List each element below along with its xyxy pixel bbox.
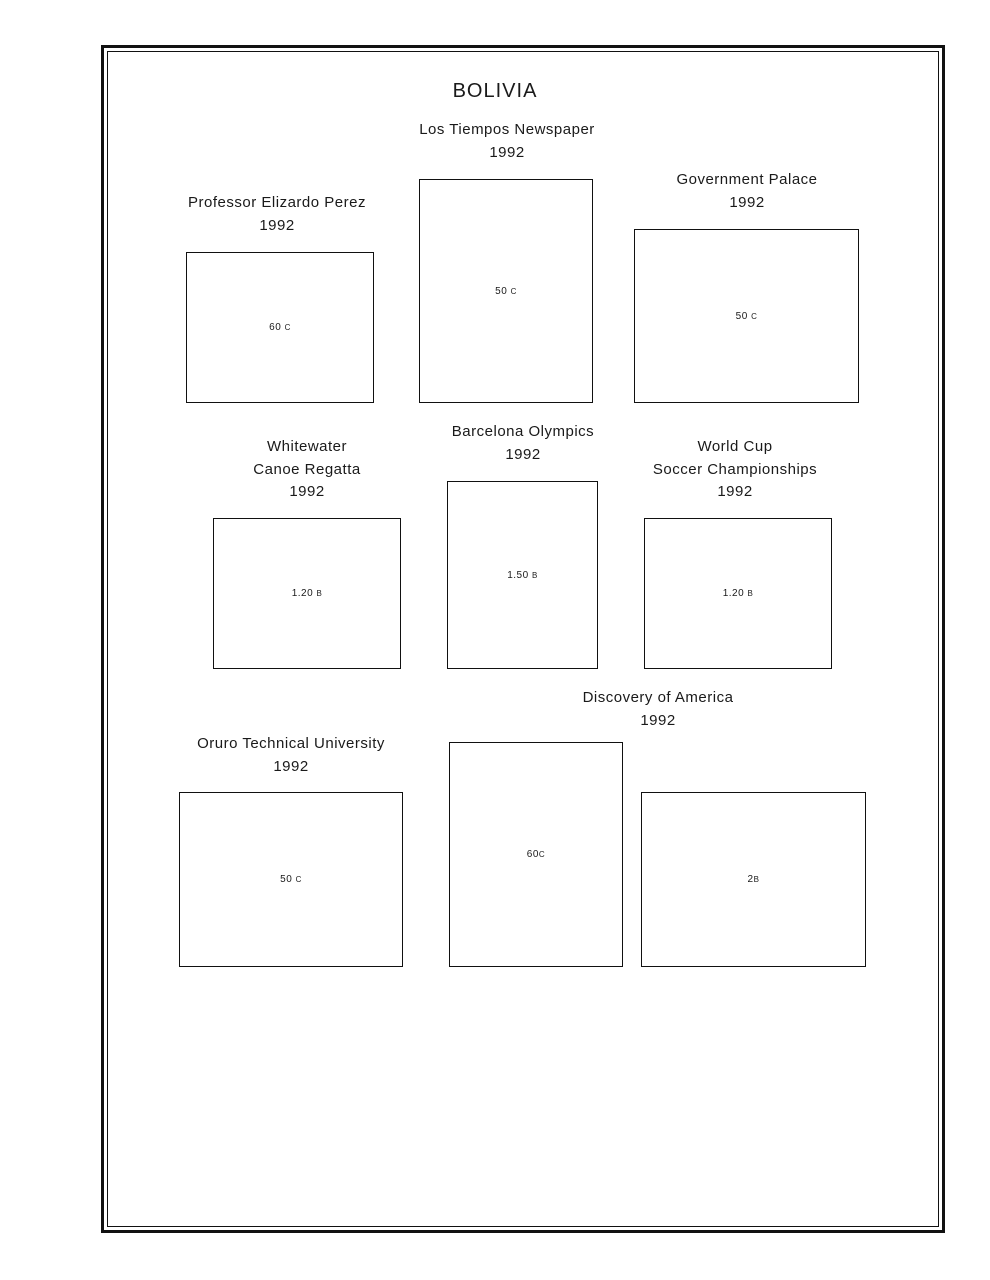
stamp-denomination: 50 C (280, 874, 302, 885)
stamp-denomination: 60C (526, 849, 546, 860)
stamp-mount-world-cup-soccer (644, 518, 832, 669)
stamp-denomination: 1.20 B (722, 588, 754, 599)
stamp-caption-los-tiempos-newspaper: Los Tiempos Newspaper 1992 (419, 121, 595, 161)
stamp-mount-discovery-of-america-60c (449, 742, 623, 967)
stamp-caption-whitewater-canoe-regatta: Whitewater Canoe Regatta 1992 (253, 438, 361, 500)
stamp-mount-professor-elizardo-perez (186, 252, 374, 403)
stamp-mount-los-tiempos-newspaper (419, 179, 593, 403)
stamp-caption-world-cup-soccer: World Cup Soccer Championships 1992 (652, 438, 818, 500)
stamp-caption-discovery-of-america: Discovery of America 1992 (582, 689, 734, 729)
stamp-denomination: 50 C (735, 310, 758, 322)
page-title: BOLIVIA (452, 80, 538, 102)
stamp-denomination: 2B (747, 874, 760, 885)
stamp-caption-barcelona-olympics: Barcelona Olympics 1992 (451, 423, 595, 463)
stamp-mount-whitewater-canoe-regatta (213, 518, 401, 669)
stamp-mount-discovery-of-america-2b (641, 792, 866, 967)
stamp-caption-professor-elizardo-perez: Professor Elizardo Perez 1992 (188, 194, 366, 234)
stamp-caption-oruro-technical-university: Oruro Technical University 1992 (197, 735, 385, 775)
stamp-denomination: 1.50 B (507, 569, 538, 581)
stamp-denomination: 1.20 B (291, 588, 323, 599)
stamp-denomination: 50 C (495, 285, 517, 297)
stamp-mount-government-palace (634, 229, 859, 403)
stamp-mount-oruro-technical-university (179, 792, 403, 967)
stamp-denomination: 60 C (269, 322, 291, 333)
stamp-caption-government-palace: Government Palace 1992 (676, 171, 818, 211)
stamp-mount-barcelona-olympics (447, 481, 598, 669)
